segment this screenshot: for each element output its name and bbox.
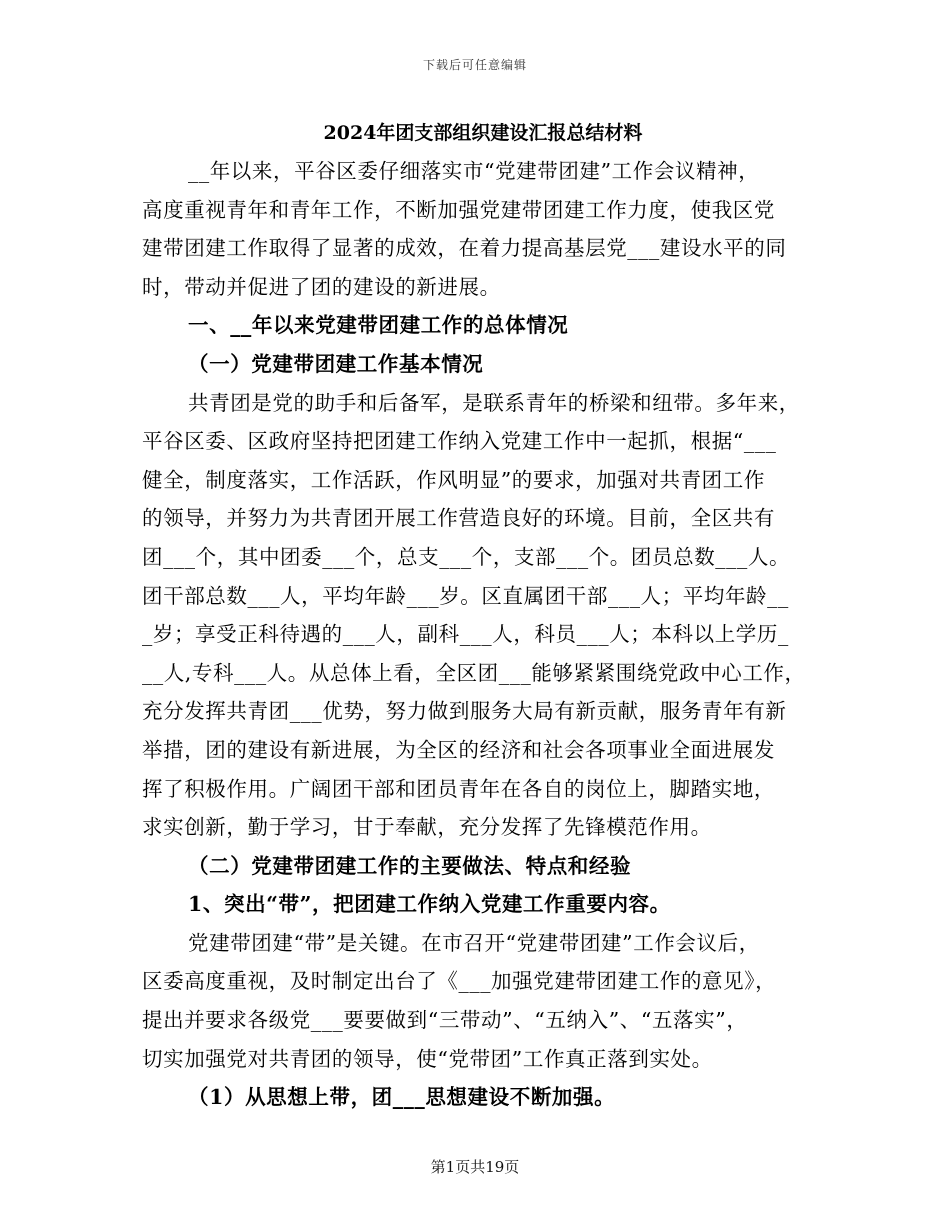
paragraph-line: _岁；享受正科待遇的___人，副科___人，科员___人；本科以上学历_ (142, 622, 789, 647)
paragraph-line: 举措，团的建设有新进展，为全区的经济和社会各项事业全面进展发 (142, 737, 775, 762)
paragraph-line: 充分发挥共青团___优势，努力做到服务大局有新贡献，服务青年有新 (142, 699, 787, 724)
page-header: 下载后可任意编辑 (422, 58, 527, 72)
paragraph-line: 的领导，并努力为共青团开展工作营造良好的环境。目前，全区共有 (142, 506, 775, 531)
paragraph-line: 共青团是党的助手和后备军，是联系青年的桥梁和纽带。多年来， (188, 390, 800, 415)
paragraph-line: 团___个，其中团委___个，总支___个，支部___个。团员总数___人。 (142, 544, 791, 569)
paragraph-line: 切实加强党对共青团的领导，使“党带团”工作真正落到实处。 (142, 1046, 713, 1071)
paragraph-line: 平谷区委、区政府坚持把团建工作纳入党建工作中一起抓，根据“___ (142, 429, 777, 454)
paragraph-line: 健全，制度落实，工作活跃，作风明显”的要求，加强对共青团工作 (142, 467, 765, 492)
paragraph-line: __人,专科___人。从总体上看，全区团___能够紧紧围绕党政中心工作， (142, 660, 806, 685)
paragraph-line: 高度重视青年和青年工作，不断加强党建带团建工作力度，使我区党 (142, 197, 775, 222)
section-heading-line: （一）党建带团建工作基本情况 (188, 351, 484, 376)
section-heading-line: 一、__年以来党建带团建工作的总体情况 (188, 313, 569, 338)
paragraph-line: 提出并要求各级党___要要做到“三带动”、“五纳入”、“五落实”， (142, 1008, 748, 1033)
paragraph-line: 时，带动并促进了团的建设的新进展。 (142, 274, 501, 299)
paragraph-line: 党建带团建“带”是关键。在市召开“党建带团建”工作会议后， (188, 930, 760, 955)
paragraph-line: 区委高度重视，及时制定出台了《___加强党建带团建工作的意见》， (142, 969, 777, 994)
document-lines (142, 152, 808, 1117)
document-title: 2024年团支部组织建设汇报总结材料 (323, 122, 643, 144)
paragraph-line: __年以来，平谷区委仔细落实市“党建带团建”工作会议精神， (188, 159, 760, 183)
paragraph-line: 挥了积极作用。广阔团干部和团员青年在各自的岗位上，脚踏实地， (142, 776, 775, 801)
paragraph-line: 团干部总数___人，平均年龄___岁。区直属团干部___人；平均年龄__ (142, 583, 789, 608)
section-heading-line: （1）从思想上带，团___思想建设不断加强。 (188, 1085, 616, 1110)
paragraph-line: 建带团建工作取得了显著的成效，在着力提高基层党___建设水平的同 (142, 236, 787, 261)
section-heading-line: （二）党建带团建工作的主要做法、特点和经验 (188, 853, 632, 878)
section-heading-line: 1、突出“带”，把团建工作纳入党建工作重要内容。 (188, 892, 671, 917)
paragraph-line: 求实创新，勤于学习，甘于奉献，充分发挥了先锋模范作用。 (142, 815, 712, 840)
document-body (142, 116, 808, 1117)
page-footer: 第1页共19页 (430, 1158, 520, 1176)
